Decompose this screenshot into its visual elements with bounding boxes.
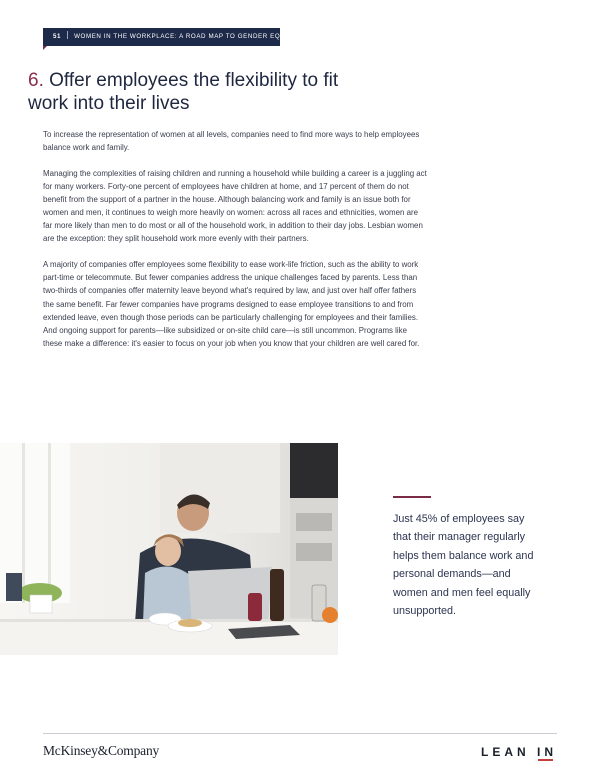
lean-in-logo bbox=[481, 745, 557, 759]
mckinsey-logo: McKinsey&Company bbox=[43, 743, 160, 758]
callout-accent-rule bbox=[393, 496, 431, 498]
section-number: 6. bbox=[28, 70, 44, 91]
section-heading bbox=[28, 69, 348, 115]
running-header bbox=[43, 28, 306, 46]
footer-divider bbox=[43, 733, 557, 734]
paragraph: A majority of companies offer employees some flexibility to ease work-life friction, such as the ability to work part-time or telecommute. But fewer companies address the unique challenges faced by parents. Less than two-thirds of companies offer maternity leave beyond what's required by law, and just over half offer fathers the same benefit. Far fewer companies have programs designed to ease employee transitions to and from extended leave, even though those periods can be particularly challenging for employees and their families. And ongoing support for parents—like subsidized or on-site child care—is still uncommon. Programs like these make a difference: it's easier to focus on your job when you know that your children are well cared for. bbox=[43, 260, 420, 348]
running-title: WOMEN IN THE WORKPLACE: A ROAD MAP TO GENDER EQUALITY bbox=[74, 33, 306, 40]
family-kitchen-photo bbox=[0, 443, 338, 655]
header-accent bbox=[43, 46, 47, 50]
section-title: Offer employees the flexibility to fit work into their lives bbox=[28, 70, 339, 114]
paragraph: To increase the representation of women at all levels, companies need to find more ways to help employees balance work and family. bbox=[43, 130, 420, 153]
header-divider bbox=[67, 31, 68, 39]
lean-in-underline bbox=[538, 759, 553, 761]
body-text bbox=[43, 128, 428, 363]
pull-quote: Just 45% of employees say that their manager regularly helps them balance work and personal demands—and women and men feel equally unsupported. bbox=[393, 513, 534, 618]
page-number: 51 bbox=[53, 33, 62, 40]
paragraph: Managing the complexities of raising children and running a household while building a career is a juggling act for many workers. Forty-one percent of employees have children at home, and 17 percent of them do not benefit from the support of a partner in the house. Although balancing work and family is an issue both for women and men, it continues to weigh more heavily on women: across all races and ethnicities, women are far more likely than men to do most or all of the household work, in addition to their day jobs. Lesbian women are the exception: they split household work more evenly with their partners. bbox=[43, 169, 427, 244]
lean-in-wordmark: LEAN IN bbox=[481, 745, 557, 759]
